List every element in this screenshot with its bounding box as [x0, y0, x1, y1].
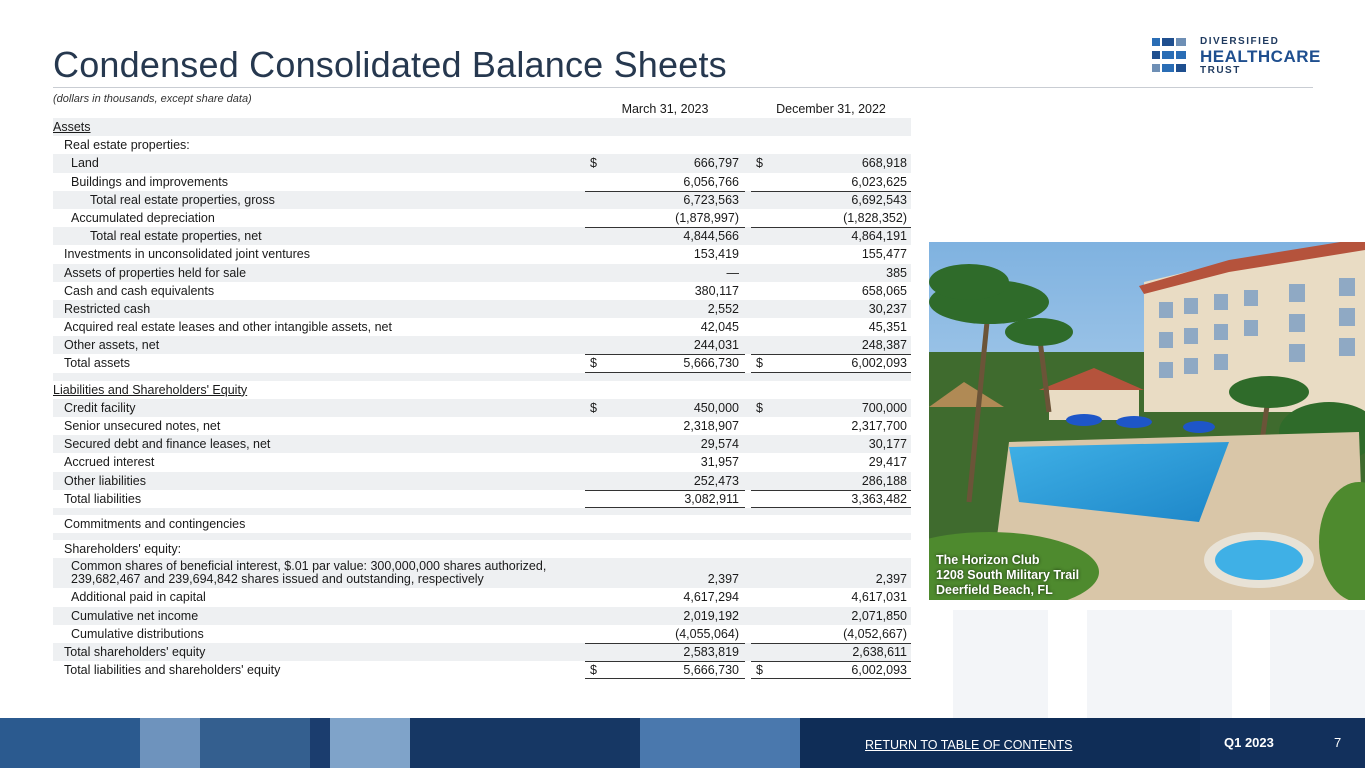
row-label: Cumulative distributions	[71, 626, 204, 641]
table-row	[53, 318, 911, 336]
value-december-2022: 668,918	[861, 156, 907, 171]
value-december-2022: 3,363,482	[851, 491, 907, 506]
currency-symbol: $	[756, 400, 763, 415]
row-label: Total shareholders' equity	[64, 644, 206, 659]
table-row	[53, 515, 911, 533]
row-label: Land	[71, 156, 99, 171]
property-photo-illustration	[929, 242, 1365, 600]
value-december-2022: 45,351	[868, 320, 907, 335]
row-label: Shareholders' equity:	[64, 542, 182, 557]
logo-mark-icon	[1152, 36, 1192, 76]
value-december-2022: 6,692,543	[851, 192, 907, 207]
table-row	[53, 625, 911, 643]
background-decoration	[1270, 610, 1365, 718]
value-december-2022: 2,071,850	[851, 608, 907, 623]
value-december-2022: 4,617,031	[851, 590, 907, 605]
value-december-2022: 2,397	[875, 572, 907, 587]
row-label: Buildings and improvements	[71, 174, 229, 189]
balance-sheet-table	[53, 100, 911, 679]
row-label: Other liabilities	[64, 473, 146, 488]
quarter-label: Q1 2023	[1224, 735, 1274, 750]
currency-symbol: $	[756, 663, 763, 678]
table-row	[53, 399, 911, 417]
value-december-2022: 6,023,625	[851, 174, 907, 189]
value-march-2023: 252,473	[693, 473, 739, 488]
column-header-december-2022: December 31, 2022	[751, 102, 911, 119]
return-to-toc-link[interactable]: RETURN TO TABLE OF CONTENTS	[865, 738, 1073, 752]
row-label: Credit facility	[64, 400, 136, 415]
currency-symbol: $	[590, 356, 597, 371]
table-row	[53, 435, 911, 453]
logo-line-1: DIVERSIFIED	[1200, 36, 1280, 47]
currency-symbol: $	[756, 356, 763, 371]
table-row	[53, 209, 911, 227]
value-march-2023: 6,056,766	[683, 174, 739, 189]
row-label: Real estate properties:	[64, 138, 190, 153]
table-row	[53, 661, 911, 679]
row-label	[53, 560, 546, 586]
table-row	[53, 118, 911, 136]
row-label: Cumulative net income	[71, 608, 199, 623]
row-label: Accumulated depreciation	[71, 210, 215, 225]
table-row	[53, 282, 911, 300]
table-row	[53, 588, 911, 606]
page-title: Condensed Consolidated Balance Sheets	[53, 44, 727, 85]
row-label: Other assets, net	[64, 338, 160, 353]
value-march-2023: 380,117	[694, 283, 739, 298]
table-row	[53, 354, 911, 372]
table-row	[53, 643, 911, 661]
caption-city: Deerfield Beach, FL	[936, 583, 1053, 597]
row-label: Total assets	[64, 356, 131, 371]
value-march-2023: 5,666,730	[683, 663, 739, 678]
value-march-2023: (1,878,997)	[675, 210, 739, 225]
row-label: Total real estate properties, net	[90, 229, 262, 244]
value-march-2023: 2,318,907	[683, 419, 739, 433]
row-label-line-2: 239,682,467 and 239,694,842 shares issued and outstanding, respectively	[71, 572, 484, 587]
photo-caption	[936, 553, 1079, 598]
row-label: Investments in unconsolidated joint ventures	[64, 247, 310, 262]
title-divider	[53, 87, 1313, 88]
row-label: Senior unsecured notes, net	[64, 419, 221, 433]
value-december-2022: 2,317,700	[851, 419, 907, 433]
table-row	[53, 490, 911, 508]
value-december-2022: 286,188	[861, 473, 907, 488]
value-december-2022: 30,237	[868, 301, 907, 316]
table-row	[53, 381, 911, 399]
company-logo	[1152, 36, 1321, 76]
value-march-2023: 31,957	[700, 455, 739, 470]
value-march-2023: (4,055,064)	[675, 626, 739, 641]
table-row	[53, 558, 911, 588]
value-march-2023: 2,397	[707, 572, 739, 587]
caption-property-name: The Horizon Club	[936, 553, 1040, 567]
value-march-2023: 153,419	[693, 247, 739, 262]
row-label: Total liabilities and shareholders' equity	[64, 663, 281, 678]
value-december-2022: 30,177	[868, 437, 907, 452]
value-march-2023: 2,583,819	[683, 644, 739, 659]
value-march-2023: 4,844,566	[683, 229, 739, 244]
value-december-2022: 658,065	[861, 283, 907, 298]
background-decoration	[953, 610, 1048, 718]
row-label: Accrued interest	[64, 455, 155, 470]
value-december-2022: 4,864,191	[851, 229, 907, 244]
row-label: Additional paid in capital	[71, 590, 206, 605]
row-label: Total liabilities	[64, 491, 142, 506]
table-row	[53, 472, 911, 490]
value-december-2022: 6,002,093	[851, 356, 907, 371]
value-december-2022: 385	[886, 265, 907, 280]
value-march-2023: 42,045	[700, 320, 739, 335]
section-heading-assets: Assets	[53, 120, 91, 134]
footer-background-icon	[0, 718, 1365, 768]
table-row	[53, 453, 911, 471]
value-march-2023: 6,723,563	[683, 192, 739, 207]
row-label: Restricted cash	[64, 301, 151, 316]
value-december-2022: 700,000	[861, 400, 907, 415]
row-label: Total real estate properties, gross	[90, 192, 275, 207]
table-row	[53, 264, 911, 282]
table-row	[53, 173, 911, 191]
row-label: Cash and cash equivalents	[64, 283, 215, 298]
value-march-2023: 2,552	[707, 301, 739, 316]
value-december-2022: 248,387	[861, 338, 907, 353]
currency-symbol: $	[756, 156, 763, 171]
value-march-2023: —	[726, 265, 739, 280]
value-march-2023: 4,617,294	[683, 590, 739, 605]
currency-symbol: $	[590, 663, 597, 678]
value-march-2023: 244,031	[693, 338, 739, 353]
table-row	[53, 245, 911, 263]
table-row	[53, 227, 911, 245]
footer-bar	[0, 718, 1365, 768]
table-row	[53, 191, 911, 209]
table-header	[53, 100, 911, 118]
caption-street: 1208 South Military Trail	[936, 568, 1080, 582]
row-label: Secured debt and finance leases, net	[64, 437, 271, 452]
background-decoration	[1087, 610, 1232, 718]
value-december-2022: 2,638,611	[852, 644, 907, 659]
value-march-2023: 5,666,730	[683, 356, 739, 371]
value-march-2023: 2,019,192	[683, 608, 739, 623]
property-photo	[929, 242, 1365, 600]
table-row	[53, 336, 911, 354]
currency-symbol: $	[590, 156, 597, 171]
logo-line-2: HEALTHCARE	[1200, 47, 1321, 66]
value-march-2023: 450,000	[693, 400, 739, 415]
currency-symbol: $	[590, 400, 597, 415]
logo-line-3: TRUST	[1200, 65, 1241, 76]
table-row	[53, 607, 911, 625]
table-row	[53, 154, 911, 172]
table-row	[53, 417, 911, 435]
section-heading-liabilities: Liabilities and Shareholders' Equity	[53, 382, 248, 397]
table-row	[53, 136, 911, 154]
value-march-2023: 666,797	[693, 156, 739, 171]
units-note: (dollars in thousands, except share data)	[53, 93, 252, 105]
row-label: Commitments and contingencies	[64, 516, 246, 531]
value-december-2022: 29,417	[868, 455, 907, 470]
value-december-2022: 155,477	[861, 247, 907, 262]
row-label-line-1: Common shares of beneficial interest, $.01 par value: 300,000,000 shares authorized,	[71, 559, 547, 574]
row-label: Assets of properties held for sale	[64, 265, 247, 280]
column-header-march-2023: March 31, 2023	[585, 102, 745, 119]
table-row	[53, 300, 911, 318]
value-december-2022: 6,002,093	[851, 663, 907, 678]
table-row	[53, 540, 911, 558]
page-number: 7	[1334, 735, 1342, 750]
value-march-2023: 29,574	[700, 437, 739, 452]
row-label: Acquired real estate leases and other intangible assets, net	[64, 320, 392, 335]
value-march-2023: 3,082,911	[684, 491, 739, 506]
value-december-2022: (4,052,667)	[843, 626, 907, 641]
value-december-2022: (1,828,352)	[843, 210, 907, 225]
